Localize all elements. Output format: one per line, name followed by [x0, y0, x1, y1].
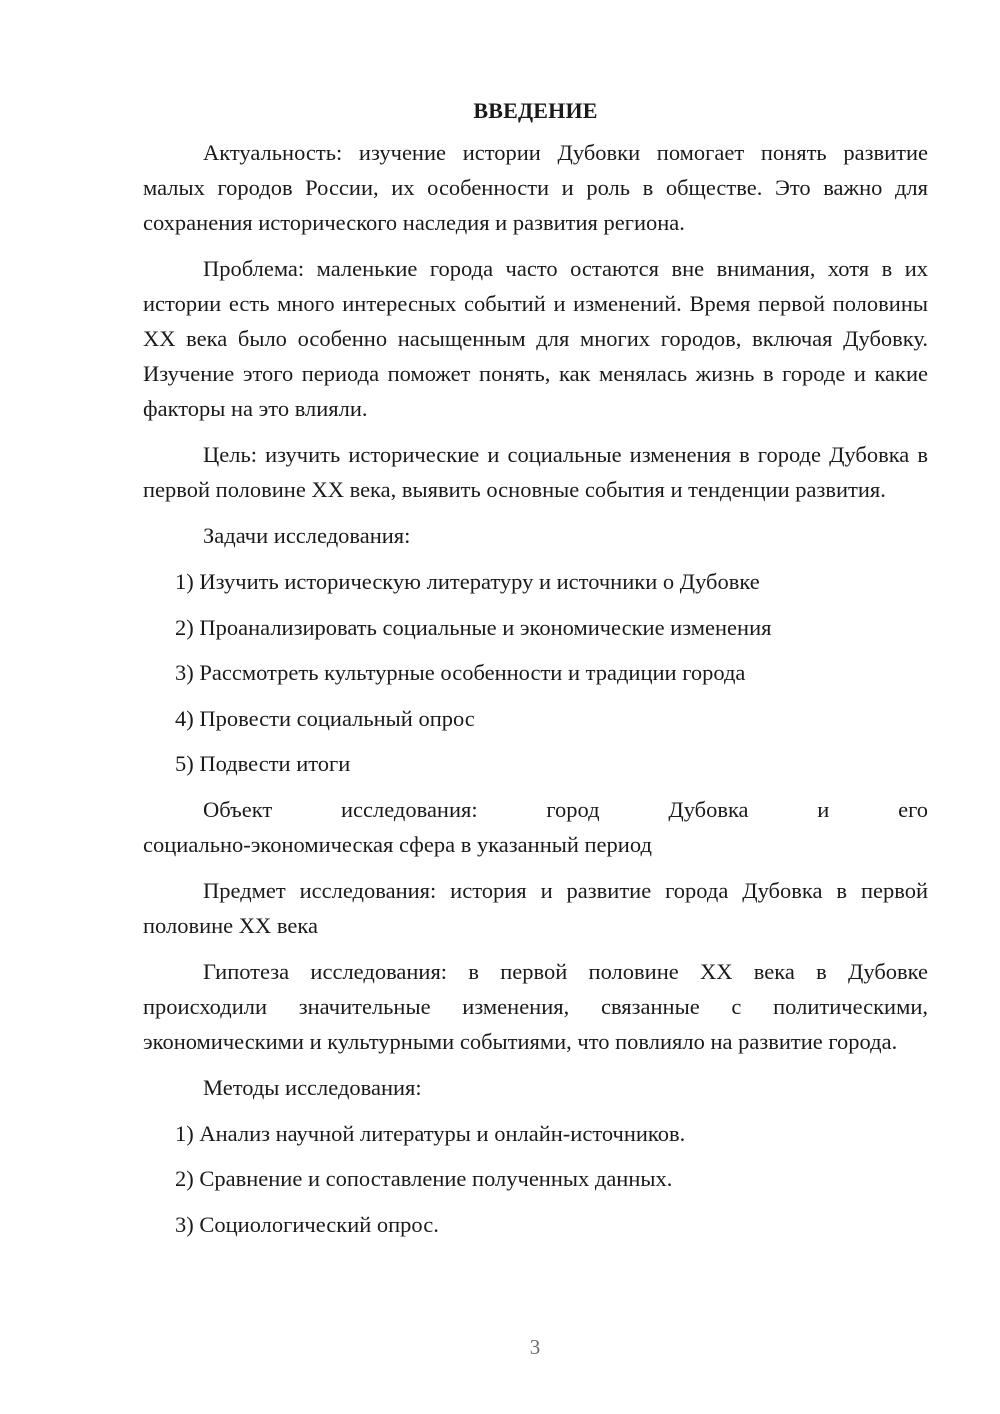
paragraph-problem: Проблема: маленькие города часто остаются вне внимания, хотя в их истории есть много интересных событий и изменений. Время первой половины XX века было особенно насыщенным для многих городов, включая Дубовку. Изучение этого периода поможет понять, как менялась жизнь в городе и какие факторы на это влияли. — [143, 256, 928, 421]
paragraph-goal: Цель: изучить исторические и социальные изменения в городе Дубовка в первой половине XX века, выявить основные события и тенденции развития. — [143, 442, 928, 502]
list-item: 4) Провести социальный опрос — [175, 705, 475, 731]
list-item: 1) Изучить историческую литературу и источники о Дубовке — [175, 569, 760, 594]
list-item: 3) Социологический опрос. — [175, 1211, 439, 1237]
list-item: 1) Анализ научной литературы и онлайн-источников. — [175, 1120, 686, 1146]
paragraph-hypothesis: Гипотеза исследования: в первой половине XX века в Дубовке происходили значительные изменения, связанные с политическими, экономическими и культурными событиями, что повлияло на развитие города. — [143, 958, 928, 1054]
methods-list — [143, 1116, 928, 1242]
page-number: 3 — [529, 1335, 541, 1359]
object-word: Дубовка — [668, 796, 749, 822]
object-word: и — [817, 796, 830, 822]
page-content — [143, 94, 928, 1252]
tasks-list — [143, 564, 928, 781]
object-word: его — [898, 796, 928, 822]
object-word: Объект — [203, 796, 273, 822]
list-item: 2) Сравнение и сопоставление полученных данных. — [175, 1166, 673, 1191]
list-item: 2) Проанализировать социальные и экономические изменения — [175, 614, 772, 640]
list-item: 3) Рассмотреть культурные особенности и традиции города — [175, 660, 746, 685]
list-item: 5) Подвести итоги — [175, 751, 351, 776]
paragraph-relevance: Актуальность: изучение истории Дубовки помогает понять развитие малых городов России, их особенности и роль в обществе. Это важно для сохранения исторического наследия и развития региона. — [143, 140, 928, 235]
tasks-heading: Задачи исследования: — [203, 523, 411, 548]
object-word: исследования: — [340, 796, 478, 822]
page-title: ВВЕДЕНИЕ — [473, 98, 598, 123]
paragraph-object — [143, 792, 928, 862]
methods-heading: Методы исследования: — [203, 1074, 422, 1100]
object-word: город — [546, 796, 600, 822]
object-continuation: социально-экономическая сфера в указанный период — [143, 831, 652, 857]
paragraph-subject: Предмет исследования: история и развитие города Дубовка в первой половине XX века — [143, 877, 928, 938]
